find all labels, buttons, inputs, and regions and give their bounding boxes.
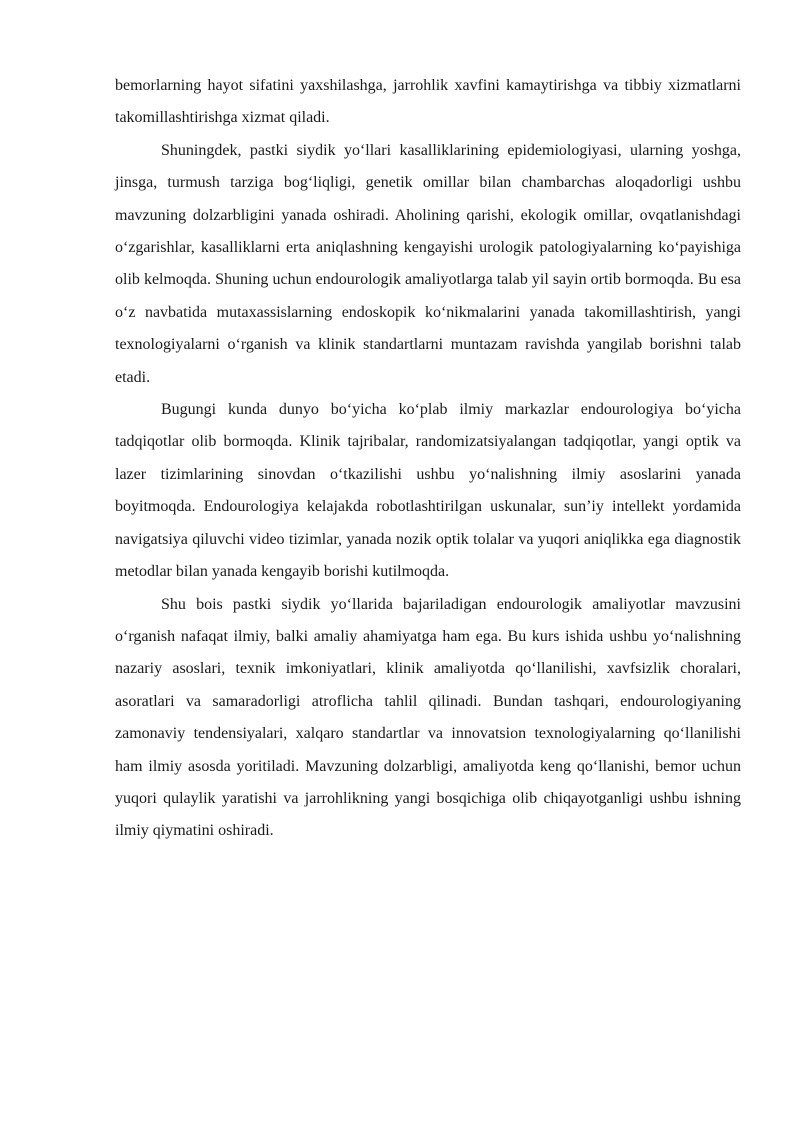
paragraph-continuation: bemorlarning hayot sifatini yaxshilashga, jarrohlik xavfini kamaytirishga va tibbiy xizmatlarni takomillashtirishga xizmat qiladi.: [115, 77, 741, 127]
paragraph-course-scope: Shu bois pastki siydik yo‘llarida bajariladigan endourologik amaliyotlar mavzusini o‘rganish nafaqat ilmiy, balki amaliy ahamiyatga ham ega. Bu kurs ishida ushbu yo‘nalishning nazariy asoslari, texnik imkoniyatlari, klinik amaliyotda qo‘llanilishi, xavfsizlik choralari, asoratlari va samaradorligi atroflicha tahlil qilinadi. Bundan tashqari, endourologiyaning zamonaviy tendensiyalari, xalqaro standartlar va innovatsion texnologiyalarning qo‘llanilishi ham ilmiy asosda yoritiladi. Mavzuning dolzarbligi, amaliyotda keng qo‘llanishi, bemor uchun yuqori qulaylik yaratishi va jarrohlikning yangi bosqichiga olib chiqayotganligi ushbu ishning ilmiy qiymatini oshiradi.: [115, 595, 741, 840]
paragraph-epidemiology: Shuningdek, pastki siydik yo‘llari kasalliklarining epidemiologiyasi, ularning yoshga, jinsga, turmush tarziga bog‘liqligi, genetik omillar bilan chambarchas aloqadorligi ushbu mavzuning dolzarbligini yanada oshiradi. Aholining qarishi, ekologik omillar, ovqatlanishdagi o‘zgarishlar, kasalliklarni erta aniqlashning kengayishi urologik patologiyalarning ko‘payishiga olib kelmoqda. Shuning uchun endourologik amaliyotlarga talab yil sayin ortib bormoqda. Bu esa o‘z navbatida mutaxassislarning endoskopik ko‘nikmalarini yanada takomillashtirish, yangi texnologiyalarni o‘rganish va klinik standartlarni muntazam ravishda yangilab borishni talab etadi.: [115, 141, 741, 386]
paragraph-research-centers: Bugungi kunda dunyo bo‘yicha ko‘plab ilmiy markazlar endourologiya bo‘yicha tadqiqotlar olib bormoqda. Klinik tajribalar, randomizatsiyalangan tadqiqotlar, yangi optik va lazer tizimlarining sinovdan o‘tkazilishi ushbu yo‘nalishning ilmiy asoslarini yanada boyitmoqda. Endourologiya kelajakda robotlashtirilgan uskunalar, sun’iy intellekt yordamida navigatsiya qiluvchi video tizimlar, yanada nozik optik tolalar va yuqori aniqlikka ega diagnostik metodlar bilan yanada kengayib borishi kutilmoqda.: [115, 401, 741, 581]
document-page: [115, 70, 741, 848]
